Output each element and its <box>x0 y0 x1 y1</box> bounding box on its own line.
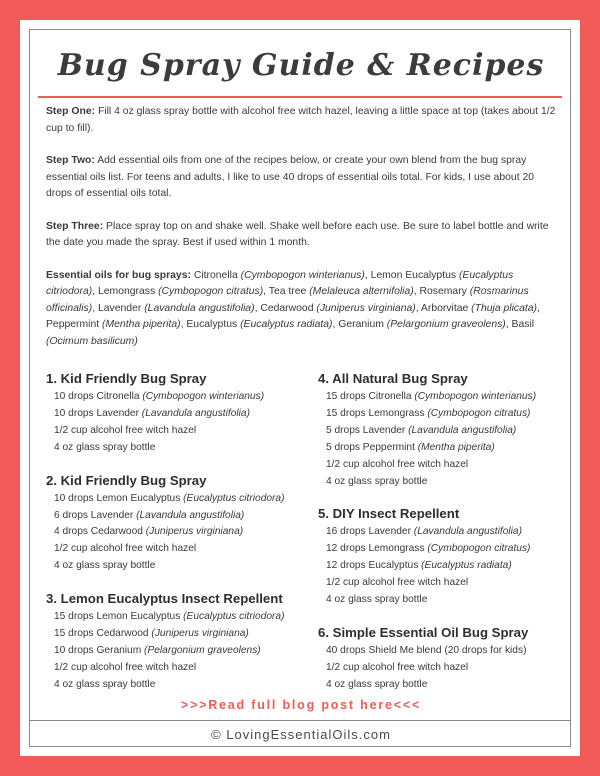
ingredient-text: 15 drops Lemongrass <box>326 407 428 419</box>
ingredient-latin-name: (Mentha piperita) <box>417 441 495 453</box>
ingredient-text: 10 drops Lavender <box>54 407 142 419</box>
page <box>20 20 580 756</box>
ingredient-list <box>46 491 311 576</box>
oil-latin-name: (Lavandula angustifolia) <box>144 302 255 314</box>
recipe-section <box>318 505 583 609</box>
ingredient-list <box>318 389 583 490</box>
step-two <box>46 153 556 203</box>
oil-latin-name: (Eucalyptus radiata) <box>240 319 333 330</box>
recipe-title: 2. Kid Friendly Bug Spray <box>46 472 207 488</box>
ingredient-list <box>46 609 311 694</box>
recipe-title: 6. Simple Essential Oil Bug Spray <box>318 624 529 640</box>
oil-latin-name: (Mentha piperita) <box>102 319 181 330</box>
intro-section <box>46 104 556 366</box>
oil-latin-name: (Eucalyptus citriodora) <box>46 269 514 297</box>
ingredient-item <box>54 558 311 575</box>
ingredient-text: 5 drops Peppermint <box>326 441 418 453</box>
ingredient-item <box>326 592 583 609</box>
ingredient-text: 4 oz glass spray bottle <box>54 560 156 572</box>
oil-name: Peppermint <box>46 319 100 330</box>
ingredient-item <box>54 626 311 643</box>
oil-latin-name: (Ocimum basilicum) <box>46 335 138 347</box>
recipe-section <box>318 370 583 490</box>
ingredient-item <box>326 541 583 558</box>
recipe-title: 1. Kid Friendly Bug Spray <box>46 371 207 386</box>
page-frame <box>29 29 571 747</box>
footer-divider <box>30 720 570 721</box>
oil-name: Arborvitae <box>420 302 469 314</box>
ingredient-item <box>326 406 583 423</box>
oil-name: Cedarwood <box>260 302 314 314</box>
oil-latin-name: (Rosmarinus officinalis) <box>46 286 529 314</box>
ingredient-text: 1/2 cup alcohol free witch hazel <box>54 424 197 436</box>
ingredient-item <box>54 541 311 558</box>
ingredient-item <box>54 643 311 660</box>
ingredient-text: 16 drops Lavender <box>326 526 414 538</box>
ingredient-list <box>318 524 583 609</box>
recipe-title: 5. DIY Insect Repellent <box>318 506 460 522</box>
ingredient-text: 5 drops Lavender <box>326 424 409 436</box>
ingredient-item <box>326 389 583 406</box>
ingredient-text: 1/2 cup alcohol free witch hazel <box>54 661 197 673</box>
ingredient-latin-name: (Lavandula angustifolia) <box>413 526 522 538</box>
ingredient-latin-name: (Eucalyptus radiata) <box>421 560 512 572</box>
oil-latin-name: (Pelargonium graveolens) <box>386 319 506 330</box>
ingredient-item <box>326 474 583 491</box>
ingredient-item <box>326 440 583 457</box>
recipes-right-column <box>318 370 583 709</box>
ingredient-text: 4 drops Cedarwood <box>54 526 146 538</box>
ingredient-item <box>326 524 583 541</box>
ingredient-item <box>54 508 311 525</box>
ingredient-item <box>326 643 583 660</box>
oil-name: Citronella <box>193 269 238 281</box>
ingredient-text: 10 drops Citronella <box>54 391 143 402</box>
ingredient-item <box>54 440 311 457</box>
ingredient-item <box>54 609 311 626</box>
oil-name: Lemon Eucalyptus <box>370 269 457 281</box>
oils-list-label: Essential oils for bug sprays: <box>46 269 191 281</box>
ingredient-item <box>326 575 583 592</box>
oil-name: Lemongrass <box>97 286 156 297</box>
ingredient-text: 15 drops Citronella <box>326 391 415 402</box>
step-three-text: Place spray top on and shake well. Shake well before each use. Be sure to label bottle and write the date you made the spray. Best if used within 1 month. <box>46 220 549 248</box>
title-divider <box>38 96 562 98</box>
recipe-section <box>46 472 311 576</box>
ingredient-text: 40 drops Shield Me blend (20 drops for kids) <box>326 644 527 656</box>
ingredient-text: 4 oz glass spray bottle <box>54 678 156 690</box>
recipe-section <box>46 370 311 457</box>
ingredient-latin-name: (Lavandula angustifolia) <box>141 407 250 419</box>
ingredient-latin-name: (Cymbopogon citratus) <box>427 407 531 419</box>
ingredient-item <box>54 389 311 406</box>
oil-name: Lavender <box>97 302 142 314</box>
ingredient-latin-name: (Pelargonium graveolens) <box>144 644 261 656</box>
recipe-title: 3. Lemon Eucalyptus Insect Repellent <box>46 591 283 607</box>
ingredient-latin-name: (Juniperus virginiana) <box>151 628 249 640</box>
ingredient-item <box>54 524 311 541</box>
ingredient-text: 12 drops Eucalyptus <box>326 560 422 572</box>
ingredient-latin-name: (Juniperus virginiana) <box>145 526 244 538</box>
ingredient-latin-name: (Eucalyptus citriodora) <box>183 611 285 623</box>
step-two-text: Add essential oils from one of the recipes below, or create your own blend from the bug spray essential oils list. For teens and adults, I like to use 40 drops of essential oils total. For kids, I use about 20 drops of essential oils total. <box>46 155 535 199</box>
ingredient-text: 1/2 cup alcohol free witch hazel <box>326 458 469 470</box>
ingredient-latin-name: (Lavandula angustifolia) <box>408 424 517 436</box>
ingredient-text: 12 drops Lemongrass <box>326 543 428 555</box>
ingredient-text: 15 drops Cedarwood <box>54 628 152 640</box>
oil-name: Basil <box>511 319 535 330</box>
recipe-section <box>318 624 583 694</box>
recipe-section <box>46 590 311 694</box>
oils-list: Essential oils for bug sprays: Citronella (Cymbopogon winterianus), Lemon Eucalyptus (Eucalyptus citriodora), Lemongrass (Cymbopogon citratus), Tea tree (Melaleuca alternifolia), Rosemary (Rosmarinus officinalis), Lavender (Lavandula angustifolia), Cedarwood (Juniperus virginiana), Arborvitae (Thuja plicata), Peppermint (Mentha piperita), Eucalyptus (Eucalyptus radiata), Geranium (Pelargonium graveolens), Basil (Ocimum basilicum) <box>46 269 540 347</box>
oil-latin-name: (Thuja plicata) <box>471 302 538 314</box>
oil-name: Geranium <box>338 319 384 330</box>
ingredient-item <box>326 423 583 440</box>
ingredient-item <box>326 457 583 474</box>
ingredient-item <box>54 406 311 423</box>
step-one-text: Fill 4 oz glass spray bottle with alcohol free witch hazel, leaving a little space at top (takes about 1/2 cup to fill). <box>46 106 556 134</box>
ingredient-text: 1/2 cup alcohol free witch hazel <box>326 577 469 589</box>
ingredient-latin-name: (Cymbopogon citratus) <box>427 543 531 555</box>
ingredient-text: 4 oz glass spray bottle <box>54 441 156 453</box>
ingredient-item <box>54 677 311 694</box>
ingredient-list <box>46 389 311 457</box>
footer-copyright: © LovingEssentialOils.com <box>211 727 391 742</box>
ingredient-list <box>318 643 583 694</box>
ingredient-text: 4 oz glass spray bottle <box>326 594 428 606</box>
ingredient-latin-name: (Cymbopogon winterianus) <box>142 391 265 402</box>
oil-latin-name: (Juniperus virginiana) <box>316 302 416 314</box>
oil-latin-name: (Melaleuca alternifolia) <box>309 286 414 297</box>
step-three <box>46 219 556 252</box>
oil-latin-name: (Cymbopogon winterianus) <box>240 269 365 281</box>
ingredient-text: 4 oz glass spray bottle <box>326 475 428 487</box>
step-two-label: Step Two: <box>46 155 95 166</box>
ingredient-latin-name: (Cymbopogon winterianus) <box>414 391 537 402</box>
ingredient-item <box>54 491 311 508</box>
oil-name: Rosemary <box>419 286 467 297</box>
recipes-left-column <box>46 370 311 709</box>
step-one <box>46 104 556 137</box>
ingredient-item <box>326 677 583 694</box>
ingredient-text: 4 oz glass spray bottle <box>326 678 428 690</box>
read-blog-link[interactable]: >>>Read full blog post here<<< <box>180 698 422 712</box>
page-title: Bug Spray Guide & Recipes <box>57 48 545 83</box>
oil-name: Eucalyptus <box>186 319 238 330</box>
recipe-title: 4. All Natural Bug Spray <box>318 371 468 386</box>
ingredient-text: 1/2 cup alcohol free witch hazel <box>54 543 197 555</box>
ingredient-item <box>54 423 311 440</box>
ingredient-latin-name: (Eucalyptus citriodora) <box>183 492 285 504</box>
step-three-label: Step Three: <box>46 220 104 232</box>
oil-name: Tea tree <box>268 286 307 297</box>
ingredient-item <box>54 660 311 677</box>
oil-latin-name: (Cymbopogon citratus) <box>158 286 264 297</box>
ingredient-text: 10 drops Geranium <box>54 644 145 656</box>
step-one-label: Step One: <box>46 106 96 117</box>
ingredient-text: 6 drops Lavender <box>54 509 137 521</box>
ingredient-text: 1/2 cup alcohol free witch hazel <box>326 661 469 673</box>
ingredient-item <box>326 660 583 677</box>
ingredient-text: 10 drops Lemon Eucalyptus <box>54 492 184 504</box>
ingredient-latin-name: (Lavandula angustifolia) <box>136 509 245 521</box>
ingredient-item <box>326 558 583 575</box>
ingredient-text: 15 drops Lemon Eucalyptus <box>54 611 184 623</box>
